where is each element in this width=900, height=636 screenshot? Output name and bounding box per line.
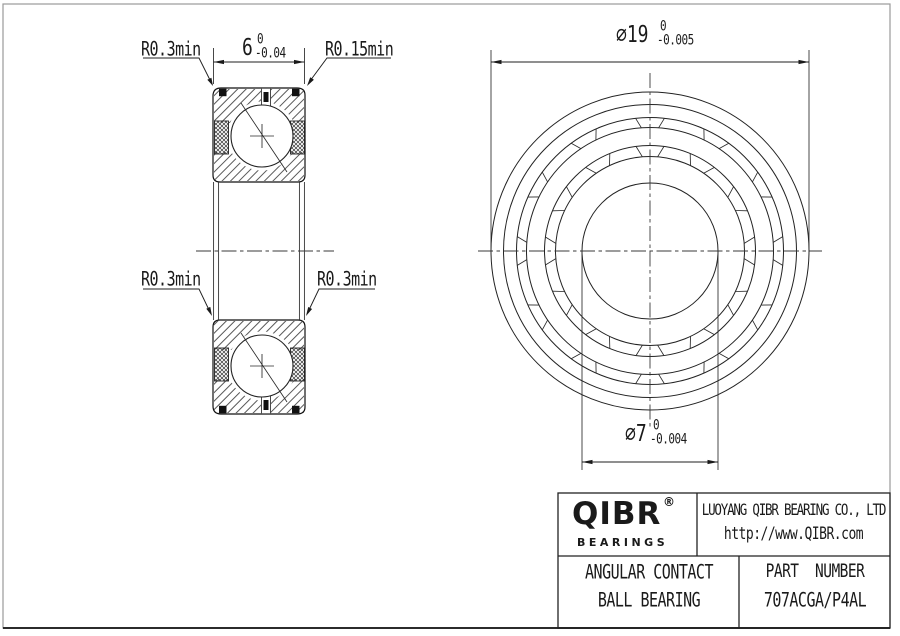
cross-section-view	[196, 88, 334, 414]
radius-label-mid-right: R0.3min	[317, 267, 377, 291]
qibr-logo-subtext: BEARINGS	[577, 536, 669, 549]
registered-trademark-icon: ®	[663, 495, 675, 509]
od-dim-tol-lower: -0.005	[657, 31, 694, 49]
part-number-label: PART NUMBER	[765, 561, 865, 583]
seal-left-bottom	[215, 348, 229, 381]
radius-label-top-left: R0.3min	[141, 37, 201, 61]
bore-dim-tol-lower: -0.004	[650, 430, 687, 448]
cage-rivet-top	[264, 92, 269, 102]
product-type-line1: ANGULAR CONTACT	[585, 560, 713, 584]
width-dim-value: 6	[242, 34, 253, 62]
product-type-line2: BALL BEARING	[597, 588, 701, 612]
front-view-centerlines	[478, 73, 822, 429]
radius-label-mid-left: R0.3min	[141, 267, 201, 291]
cage-rivet-bottom	[264, 400, 269, 410]
seal-left-top	[215, 121, 229, 154]
od-dim-tol-upper: 0	[660, 17, 667, 35]
part-number-value: 707ACGA/P4AL	[763, 588, 867, 612]
front-view	[478, 73, 822, 429]
qibr-logo: QIBR	[572, 496, 662, 532]
company-name: LUOYANG QIBR BEARING CO., LTD	[701, 499, 886, 519]
od-dim-value: ∅19	[616, 21, 649, 49]
radius-label-top-right: R0.15min	[325, 37, 394, 61]
company-website: http://www.QIBR.com	[723, 524, 864, 544]
bore-dim-tol-upper: 0	[653, 416, 660, 434]
width-dim-tol-upper: 0	[257, 30, 264, 48]
bore-dim-value: ∅7	[625, 420, 647, 448]
width-dim-tol-lower: -0.04	[255, 44, 286, 62]
